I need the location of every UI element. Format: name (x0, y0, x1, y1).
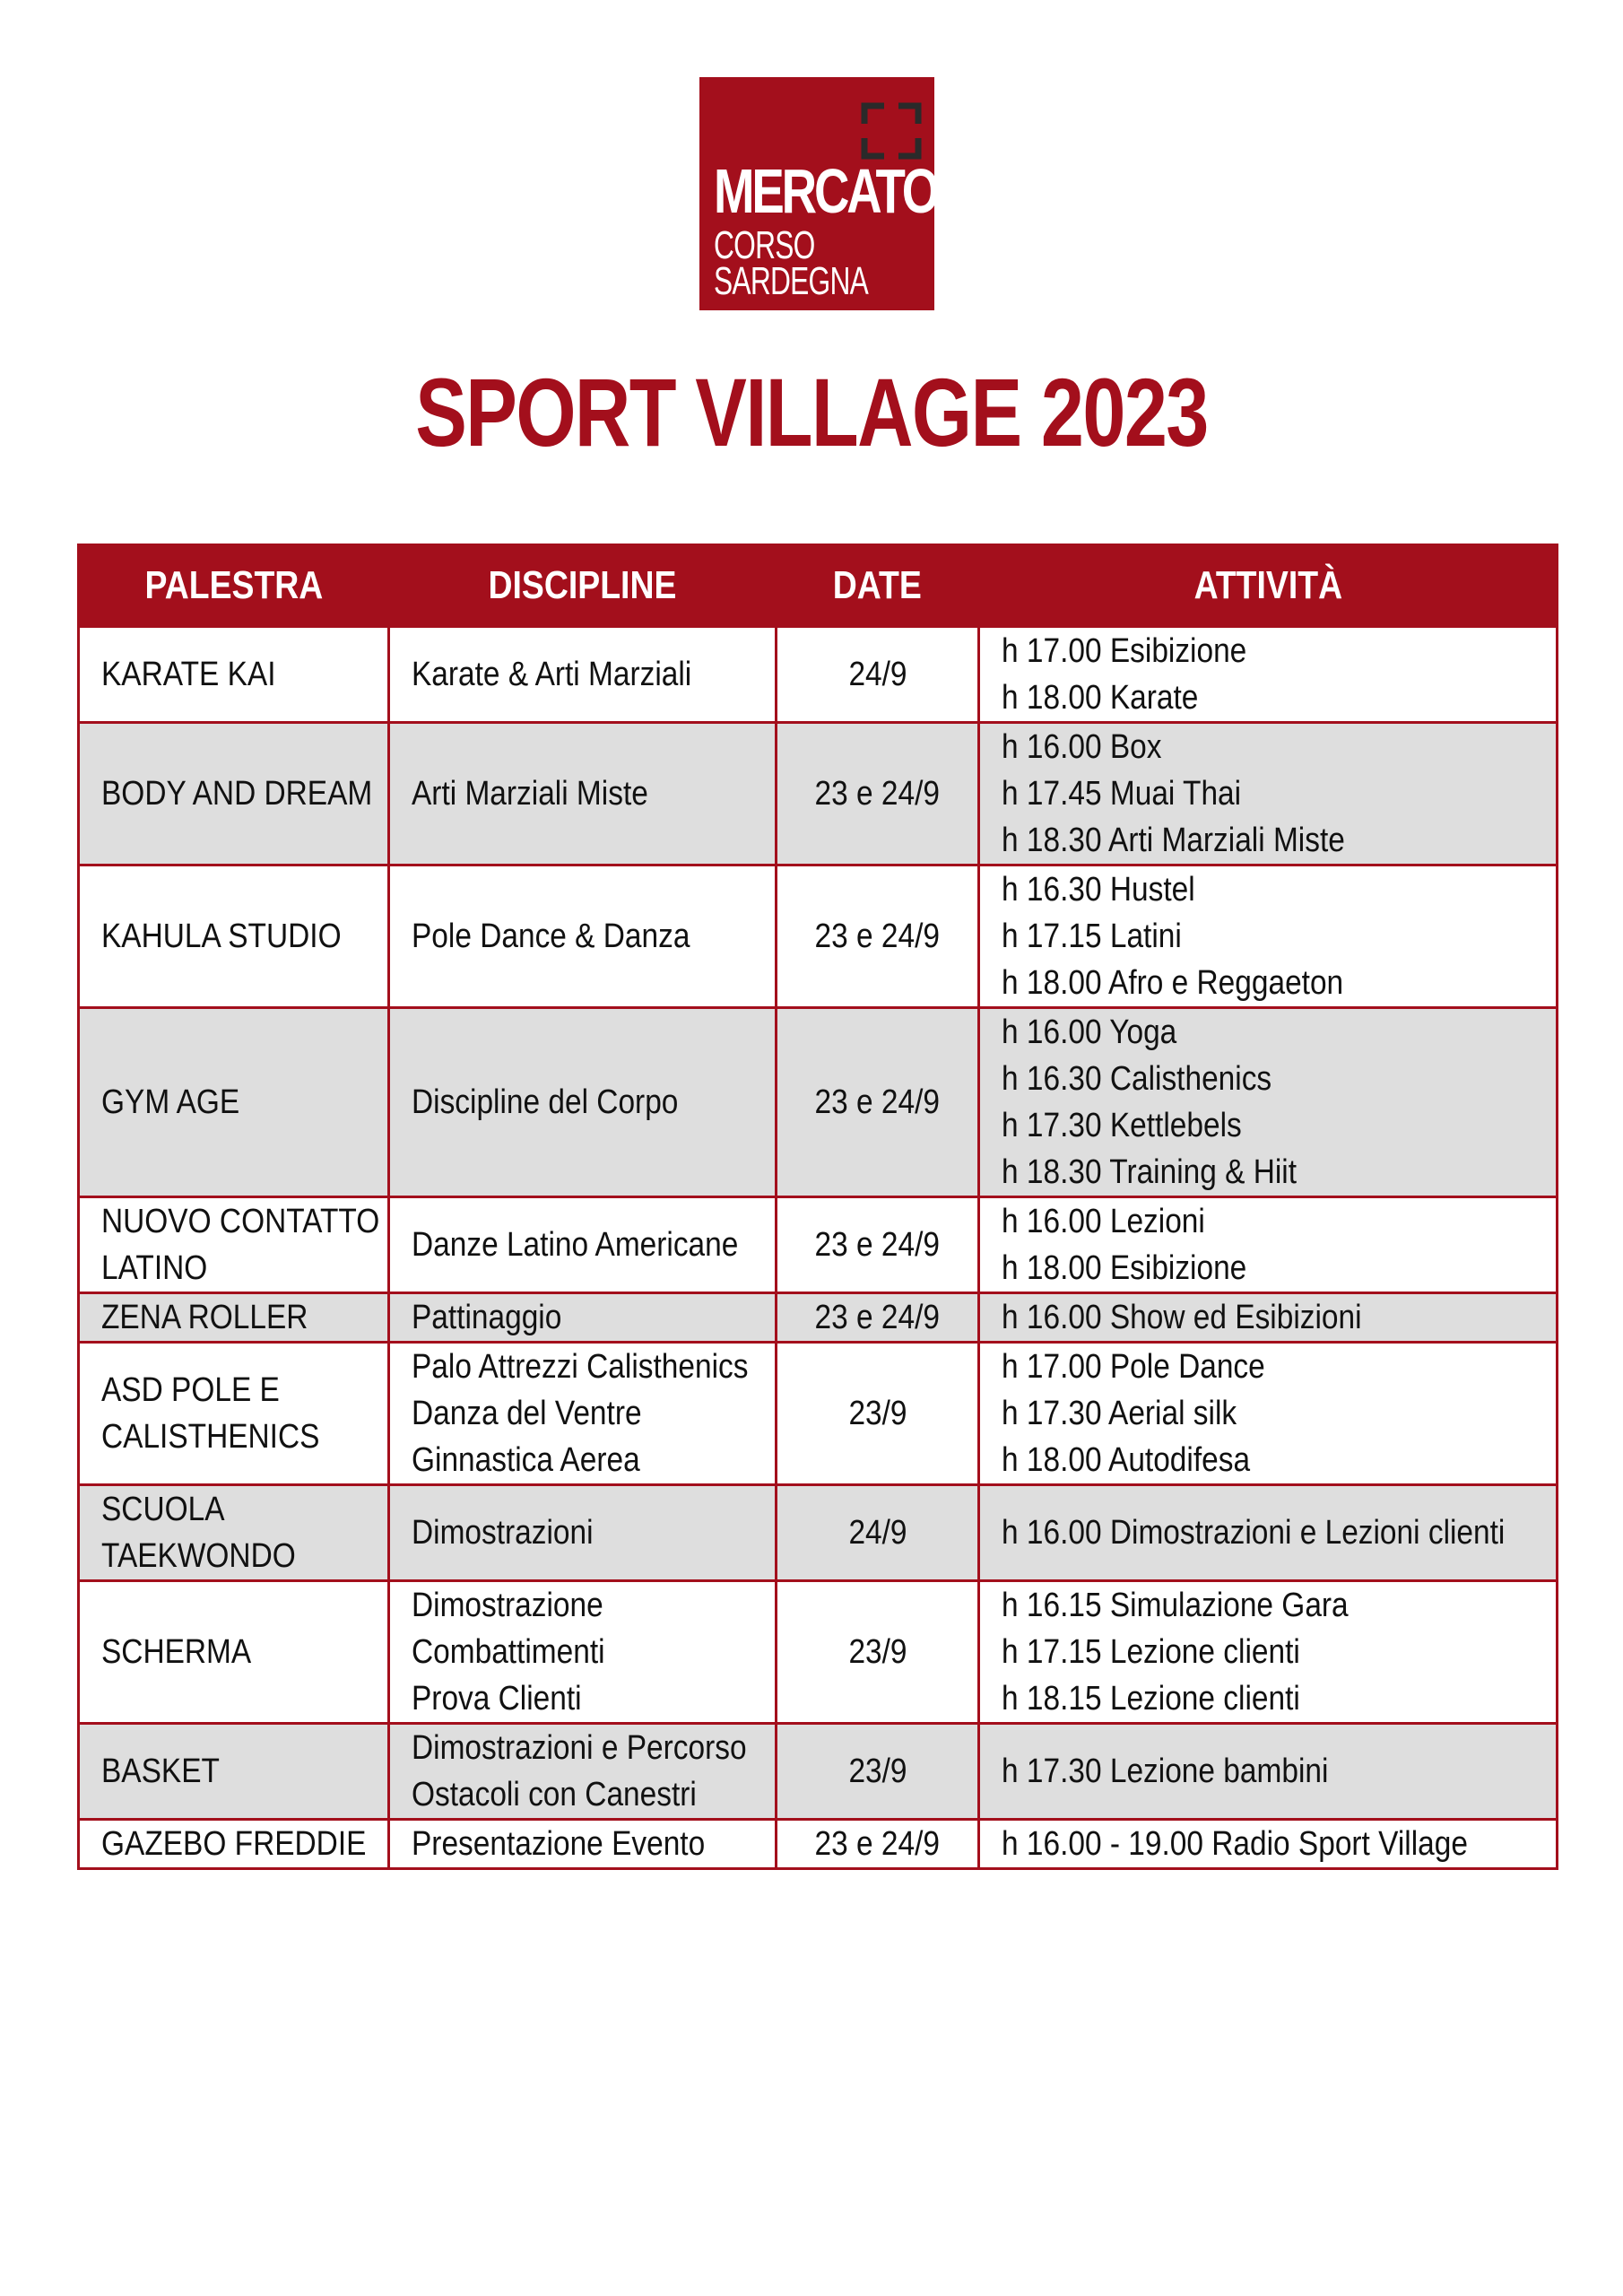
table-body (79, 627, 1558, 1869)
cell-palestra (79, 1293, 389, 1343)
table-row (79, 1293, 1558, 1343)
cell-palestra (79, 1820, 389, 1869)
cell-attivita-line: h 16.15 Simulazione Gara (1002, 1587, 1349, 1624)
mercato-logo (699, 77, 938, 310)
cell-attivita (979, 1197, 1558, 1293)
cell-attivita (979, 1581, 1558, 1724)
cell-attivita (979, 1293, 1558, 1343)
cell-attivita-line: h 18.00 Autodifesa (1002, 1441, 1251, 1479)
cell-discipline (389, 1820, 777, 1869)
cell-palestra (79, 1008, 389, 1197)
cell-palestra (79, 1581, 389, 1724)
cell-palestra (79, 865, 389, 1008)
logo-subtitle-line-1: CORSO (714, 223, 815, 267)
cell-attivita-line: h 18.30 Arti Marziali Miste (1002, 822, 1345, 859)
cell-attivita-line: h 16.30 Calisthenics (1002, 1060, 1272, 1098)
cell-date (777, 1343, 979, 1485)
cell-discipline-line: Discipline del Corpo (412, 1083, 679, 1121)
cell-discipline-line: Dimostrazione (412, 1587, 603, 1624)
cell-discipline-line: Dimostrazioni (412, 1514, 594, 1552)
cell-date (777, 627, 979, 723)
cell-palestra (79, 723, 389, 865)
cell-discipline-line: Combattimenti (412, 1633, 605, 1671)
cell-discipline-line: Karate & Arti Marziali (412, 656, 692, 693)
cell-discipline (389, 1724, 777, 1820)
cell-attivita (979, 1343, 1558, 1485)
cell-attivita-line: h 17.45 Muai Thai (1002, 775, 1242, 813)
cell-attivita (979, 1820, 1558, 1869)
cell-palestra-line: BODY AND DREAM (101, 775, 373, 813)
cell-discipline-line: Pattinaggio (412, 1299, 562, 1336)
cell-discipline-line: Ginnastica Aerea (412, 1441, 640, 1479)
cell-discipline (389, 865, 777, 1008)
cell-attivita-line: h 18.30 Training & Hiit (1002, 1153, 1298, 1191)
cell-discipline-line: Presentazione Evento (412, 1825, 706, 1863)
cell-date-text: 24/9 (847, 1514, 907, 1552)
table-row (79, 1008, 1558, 1197)
cell-attivita-line: h 16.00 - 19.00 Radio Sport Village (1002, 1825, 1468, 1863)
cell-date-text: 23 e 24/9 (814, 1825, 941, 1863)
cell-date (777, 865, 979, 1008)
cell-palestra-line: KARATE KAI (101, 656, 276, 693)
cell-discipline-line: Pole Dance & Danza (412, 918, 690, 955)
cell-attivita-line: h 16.00 Lezioni (1002, 1203, 1205, 1240)
cell-palestra-line: SCHERMA (101, 1633, 252, 1671)
cell-discipline (389, 723, 777, 865)
cell-discipline-line: Ostacoli con Canestri (412, 1776, 697, 1813)
cell-date (777, 723, 979, 865)
cell-discipline (389, 1197, 777, 1293)
cell-attivita-line: h 16.30 Hustel (1002, 871, 1195, 909)
cell-palestra-line: BASKET (101, 1752, 220, 1790)
header-attivita: ATTIVITÀ (979, 545, 1558, 627)
cell-palestra-line: ZENA ROLLER (101, 1299, 308, 1336)
cell-attivita-line: h 16.00 Box (1002, 728, 1162, 766)
logo-subtitle-line-2: SARDEGNA (714, 259, 869, 303)
cell-date-text: 23 e 24/9 (814, 1299, 941, 1336)
cell-palestra-line: GYM AGE (101, 1083, 240, 1121)
cell-palestra (79, 1197, 389, 1293)
table-row (79, 1581, 1558, 1724)
cell-palestra-line: TAEKWONDO (101, 1537, 296, 1575)
cell-attivita (979, 865, 1558, 1008)
table-row (79, 723, 1558, 865)
cell-palestra (79, 1485, 389, 1581)
cell-attivita-line: h 17.30 Kettlebels (1002, 1107, 1242, 1144)
cell-date (777, 1485, 979, 1581)
cell-palestra-line: SCUOLA (101, 1491, 225, 1528)
frame-corners-icon (861, 102, 922, 160)
cell-discipline (389, 1343, 777, 1485)
cell-palestra-line: ASD POLE E (101, 1371, 280, 1409)
header-palestra: PALESTRA (79, 545, 389, 627)
cell-attivita-line: h 16.00 Dimostrazioni e Lezioni clienti (1002, 1514, 1506, 1552)
cell-date (777, 1820, 979, 1869)
cell-attivita-line: h 16.00 Yoga (1002, 1013, 1177, 1051)
cell-date-text: 23/9 (847, 1752, 907, 1790)
table-row (79, 1820, 1558, 1869)
cell-discipline (389, 1485, 777, 1581)
table-row (79, 865, 1558, 1008)
cell-date (777, 1581, 979, 1724)
cell-discipline-line: Prova Clienti (412, 1680, 582, 1718)
header-discipline: DISCIPLINE (389, 545, 777, 627)
cell-date (777, 1724, 979, 1820)
cell-palestra-line: GAZEBO FREDDIE (101, 1825, 367, 1863)
cell-discipline (389, 1581, 777, 1724)
cell-palestra (79, 627, 389, 723)
schedule-table (77, 544, 1558, 1870)
cell-palestra (79, 1343, 389, 1485)
cell-date-text: 23/9 (847, 1633, 907, 1671)
cell-date-text: 23/9 (847, 1395, 907, 1432)
cell-discipline-line: Danze Latino Americane (412, 1226, 739, 1264)
cell-palestra (79, 1724, 389, 1820)
table-row (79, 1197, 1558, 1293)
table-row (79, 627, 1558, 723)
table-row (79, 1343, 1558, 1485)
cell-date-text: 23 e 24/9 (814, 1226, 941, 1264)
cell-palestra-line: CALISTHENICS (101, 1418, 320, 1456)
cell-discipline-line: Danza del Ventre (412, 1395, 642, 1432)
cell-attivita (979, 723, 1558, 865)
cell-date (777, 1197, 979, 1293)
logo-title: MERCATO (714, 156, 938, 226)
cell-date-text: 23 e 24/9 (814, 775, 941, 813)
cell-discipline (389, 1008, 777, 1197)
cell-attivita (979, 1008, 1558, 1197)
header-date: DATE (777, 545, 979, 627)
cell-attivita-line: h 18.00 Esibizione (1002, 1249, 1247, 1287)
table-row (79, 1485, 1558, 1581)
cell-attivita-line: h 18.15 Lezione clienti (1002, 1680, 1300, 1718)
cell-palestra-line: NUOVO CONTATTO (101, 1203, 380, 1240)
cell-discipline-line: Dimostrazioni e Percorso (412, 1729, 747, 1767)
cell-date (777, 1293, 979, 1343)
cell-attivita-line: h 17.00 Pole Dance (1002, 1348, 1265, 1386)
cell-palestra-line: KAHULA STUDIO (101, 918, 342, 955)
cell-palestra-line: LATINO (101, 1249, 208, 1287)
cell-date-text: 23 e 24/9 (814, 1083, 941, 1121)
cell-attivita-line: h 17.15 Latini (1002, 918, 1182, 955)
table-header-row (79, 545, 1558, 627)
cell-attivita (979, 627, 1558, 723)
cell-attivita-line: h 16.00 Show ed Esibizioni (1002, 1299, 1362, 1336)
cell-date-text: 23 e 24/9 (814, 918, 941, 955)
cell-date-text: 24/9 (847, 656, 907, 693)
cell-attivita (979, 1724, 1558, 1820)
cell-attivita-line: h 18.00 Karate (1002, 679, 1199, 717)
table-row (79, 1724, 1558, 1820)
cell-discipline (389, 1293, 777, 1343)
cell-attivita (979, 1485, 1558, 1581)
cell-date (777, 1008, 979, 1197)
cell-attivita-line: h 17.15 Lezione clienti (1002, 1633, 1300, 1671)
cell-attivita-line: h 17.00 Esibizione (1002, 632, 1247, 670)
page-title: SPORT VILLAGE 2023 (415, 358, 1208, 466)
cell-attivita-line: h 17.30 Aerial silk (1002, 1395, 1237, 1432)
cell-attivita-line: h 17.30 Lezione bambini (1002, 1752, 1329, 1790)
cell-discipline (389, 627, 777, 723)
cell-discipline-line: Arti Marziali Miste (412, 775, 648, 813)
cell-attivita-line: h 18.00 Afro e Reggaeton (1002, 964, 1344, 1002)
cell-discipline-line: Palo Attrezzi Calisthenics (412, 1348, 749, 1386)
